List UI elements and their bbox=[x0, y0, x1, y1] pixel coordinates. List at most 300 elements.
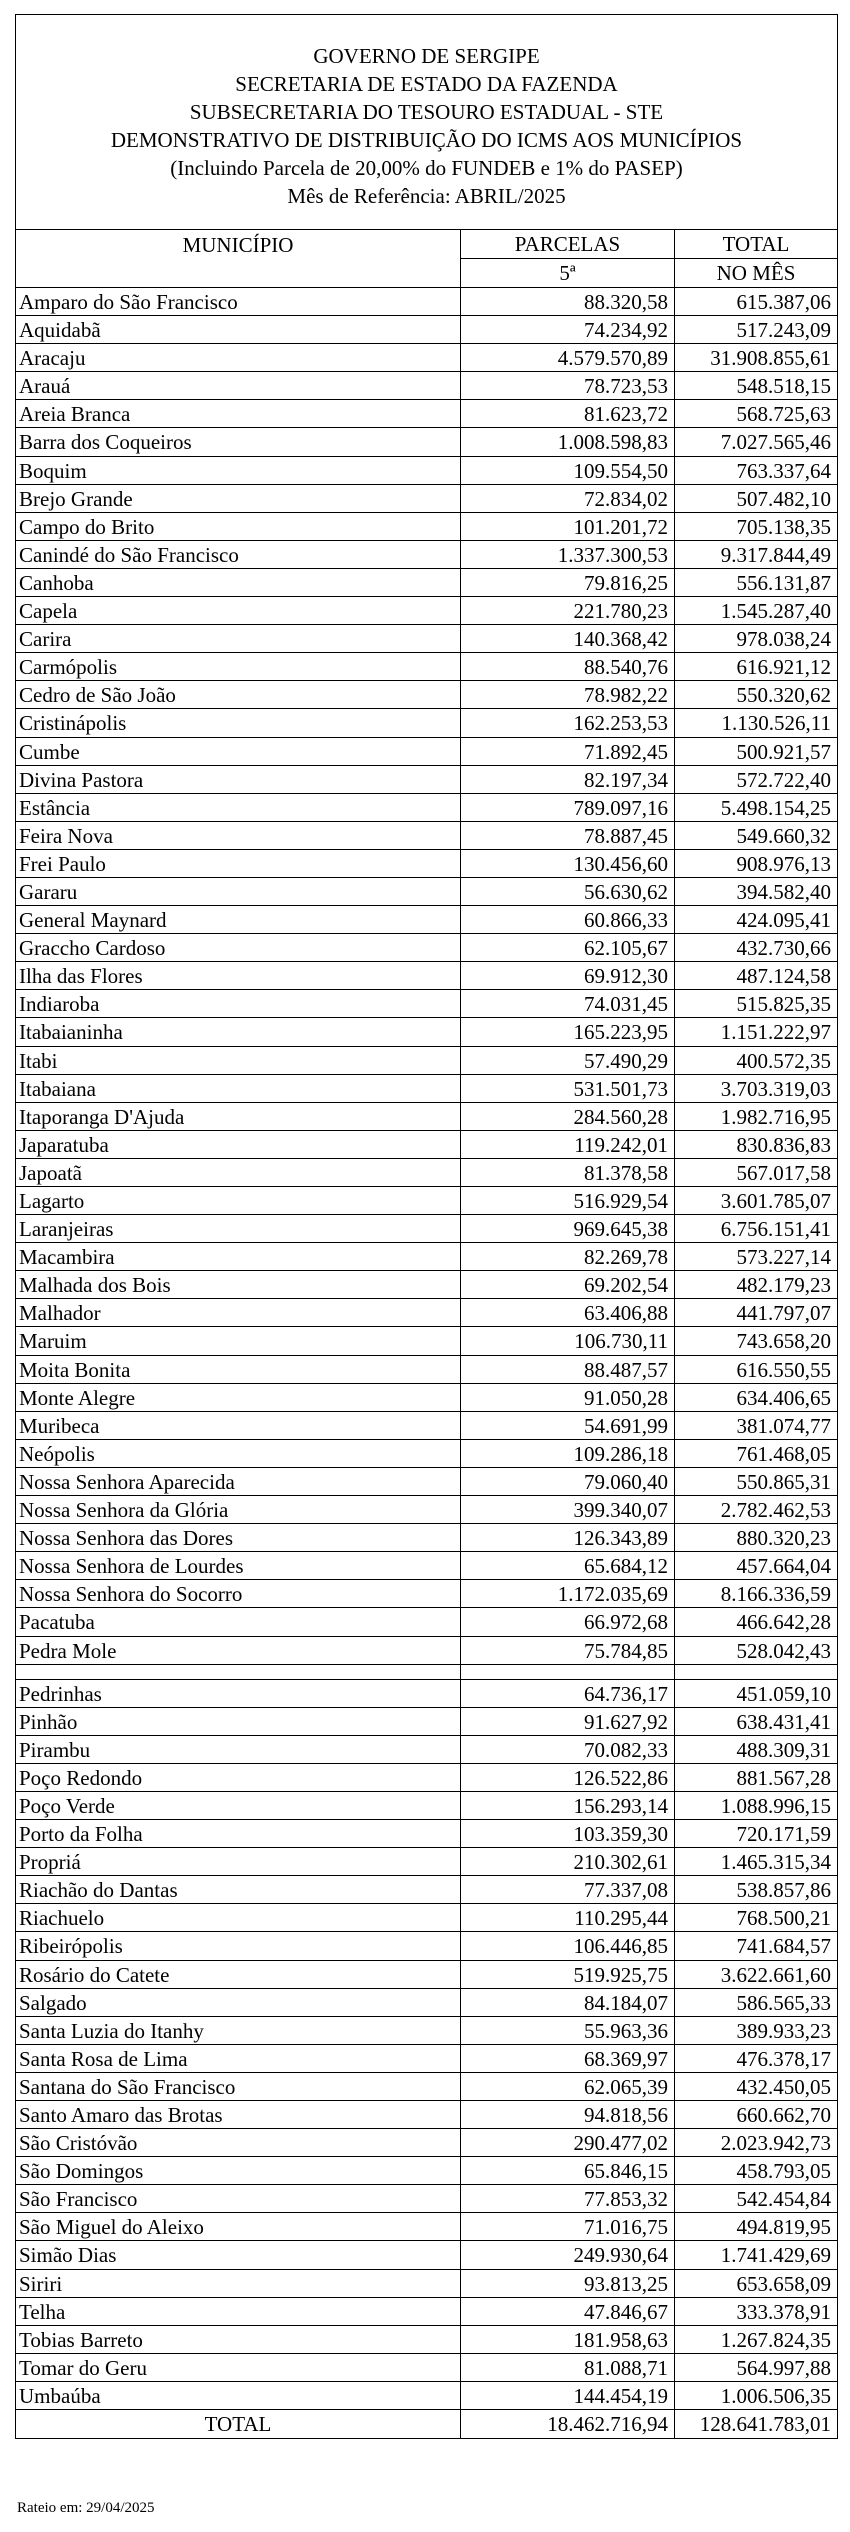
parcela-value: 399.340,07 bbox=[461, 1496, 675, 1523]
column-header-total-sub: NO MÊS bbox=[716, 261, 796, 285]
total-month-value: 451.059,10 bbox=[736, 1681, 831, 1706]
table-row bbox=[16, 1412, 837, 1440]
column-header-parcelas bbox=[461, 230, 675, 287]
total-month-value: 978.038,24 bbox=[736, 627, 831, 652]
parcela-value: 69.202,54 bbox=[461, 1271, 675, 1298]
municipio-name: Itabaiana bbox=[16, 1075, 461, 1102]
parcela-value: 60.866,33 bbox=[461, 906, 675, 933]
municipio-name: Itabi bbox=[16, 1047, 461, 1074]
table-separator bbox=[16, 1665, 837, 1680]
parcela-value: 77.853,32 bbox=[461, 2185, 675, 2212]
parcela-value: 70.082,33 bbox=[461, 1736, 675, 1763]
table-row bbox=[16, 1356, 837, 1384]
total-month-value: 3.703.319,03 bbox=[720, 1076, 831, 1101]
table-row bbox=[16, 1904, 837, 1932]
total-month-value: 507.482,10 bbox=[736, 486, 831, 511]
municipio-name: São Miguel do Aleixo bbox=[16, 2213, 461, 2240]
municipio-name: Brejo Grande bbox=[16, 485, 461, 512]
table-row bbox=[16, 1764, 837, 1792]
table-row bbox=[16, 2073, 837, 2101]
table-row bbox=[16, 934, 837, 962]
municipio-name: Propriá bbox=[16, 1848, 461, 1875]
municipio-name: Japoatã bbox=[16, 1159, 461, 1186]
parcela-value: 140.368,42 bbox=[461, 625, 675, 652]
total-month-value: 517.243,09 bbox=[736, 318, 831, 343]
municipio-name: Riachuelo bbox=[16, 1904, 461, 1931]
total-month-value: 550.320,62 bbox=[736, 683, 831, 708]
municipio-name: Carira bbox=[16, 625, 461, 652]
header-line-title: DEMONSTRATIVO DE DISTRIBUIÇÃO DO ICMS AOS MUNICÍPIOS bbox=[110, 128, 743, 152]
total-month-value: 441.797,07 bbox=[736, 1301, 831, 1326]
municipio-name: Ilha das Flores bbox=[16, 962, 461, 989]
municipio-name: Feira Nova bbox=[16, 822, 461, 849]
parcela-value: 162.253,53 bbox=[461, 709, 675, 736]
table-row bbox=[16, 1524, 837, 1552]
table-row bbox=[16, 1680, 837, 1708]
table-row bbox=[16, 1131, 837, 1159]
parcela-value: 106.446,85 bbox=[461, 1932, 675, 1959]
table-row bbox=[16, 428, 837, 456]
table-row bbox=[16, 1047, 837, 1075]
total-month-value: 6.756.151,41 bbox=[720, 1217, 831, 1242]
table-row bbox=[16, 709, 837, 737]
parcela-value: 82.197,34 bbox=[461, 766, 675, 793]
municipio-name: Maruim bbox=[16, 1327, 461, 1354]
parcela-value: 81.378,58 bbox=[461, 1159, 675, 1186]
parcela-value: 88.540,76 bbox=[461, 653, 675, 680]
total-month-value: 743.658,20 bbox=[736, 1329, 831, 1354]
table-row bbox=[16, 1848, 837, 1876]
parcela-value: 81.623,72 bbox=[461, 400, 675, 427]
table-row bbox=[16, 457, 837, 485]
table-row bbox=[16, 1708, 837, 1736]
total-month-value: 634.406,65 bbox=[736, 1385, 831, 1410]
municipio-name: Carmópolis bbox=[16, 653, 461, 680]
parcela-value: 969.645,38 bbox=[461, 1215, 675, 1242]
parcela-value: 79.060,40 bbox=[461, 1468, 675, 1495]
total-month-value: 7.027.565,46 bbox=[720, 430, 831, 455]
table-row bbox=[16, 1580, 837, 1608]
parcela-value: 84.184,07 bbox=[461, 1989, 675, 2016]
municipio-name: Umbaúba bbox=[16, 2382, 461, 2409]
municipio-name: Indiaroba bbox=[16, 990, 461, 1017]
municipio-name: General Maynard bbox=[16, 906, 461, 933]
total-month-value: 9.317.844,49 bbox=[720, 542, 831, 567]
parcela-value: 156.293,14 bbox=[461, 1792, 675, 1819]
total-mes: 128.641.783,01 bbox=[699, 2412, 831, 2437]
table-row bbox=[16, 1271, 837, 1299]
municipio-name: Aquidabã bbox=[16, 316, 461, 343]
municipio-name: Gararu bbox=[16, 878, 461, 905]
total-month-value: 2.023.942,73 bbox=[720, 2131, 831, 2156]
municipio-name: Nossa Senhora das Dores bbox=[16, 1524, 461, 1551]
column-header-municipio: MUNICÍPIO bbox=[16, 230, 461, 287]
total-month-value: 638.431,41 bbox=[736, 1709, 831, 1734]
table-row bbox=[16, 2270, 837, 2298]
total-month-value: 487.124,58 bbox=[736, 964, 831, 989]
municipio-name: Santa Luzia do Itanhy bbox=[16, 2017, 461, 2044]
table-row bbox=[16, 1018, 837, 1046]
municipio-name: Santo Amaro das Brotas bbox=[16, 2101, 461, 2128]
parcela-value: 71.892,45 bbox=[461, 738, 675, 765]
table-row bbox=[16, 2129, 837, 2157]
table-row bbox=[16, 1736, 837, 1764]
total-month-value: 476.378,17 bbox=[736, 2046, 831, 2071]
column-header-parcelas-sub: 5ª bbox=[559, 261, 576, 285]
table-row bbox=[16, 990, 837, 1018]
table-row bbox=[16, 344, 837, 372]
municipio-name: Pinhão bbox=[16, 1708, 461, 1735]
municipio-name: Ribeirópolis bbox=[16, 1932, 461, 1959]
parcela-value: 64.736,17 bbox=[461, 1680, 675, 1707]
column-header-total-label: TOTAL bbox=[675, 230, 837, 259]
table-row bbox=[16, 2017, 837, 2045]
table-row bbox=[16, 485, 837, 513]
municipio-name: Malhador bbox=[16, 1299, 461, 1326]
municipio-name: Muribeca bbox=[16, 1412, 461, 1439]
header-line-reference-month: Mês de Referência: ABRIL/2025 bbox=[287, 184, 566, 208]
total-month-value: 3.601.785,07 bbox=[720, 1189, 831, 1213]
parcela-value: 109.286,18 bbox=[461, 1440, 675, 1467]
total-month-value: 1.006.506,35 bbox=[720, 2383, 831, 2408]
parcela-value: 221.780,23 bbox=[461, 597, 675, 624]
municipio-name: Monte Alegre bbox=[16, 1384, 461, 1411]
parcela-value: 119.242,01 bbox=[461, 1131, 675, 1158]
municipio-name: Tomar do Geru bbox=[16, 2354, 461, 2381]
icms-distribution-table bbox=[15, 14, 838, 2439]
municipio-name: Macambira bbox=[16, 1243, 461, 1270]
table-row bbox=[16, 2045, 837, 2073]
parcela-value: 62.105,67 bbox=[461, 934, 675, 961]
parcela-value: 249.930,64 bbox=[461, 2241, 675, 2268]
table-row bbox=[16, 316, 837, 344]
table-row bbox=[16, 1299, 837, 1327]
total-month-value: 5.498.154,25 bbox=[720, 795, 831, 820]
total-month-value: 768.500,21 bbox=[736, 1906, 831, 1931]
municipio-name: Poço Redondo bbox=[16, 1764, 461, 1791]
municipio-name: Arauá bbox=[16, 372, 461, 399]
municipio-name: Divina Pastora bbox=[16, 766, 461, 793]
table-row bbox=[16, 1103, 837, 1131]
municipio-name: Canhoba bbox=[16, 569, 461, 596]
header-line-subsecretariat: SUBSECRETARIA DO TESOURO ESTADUAL - STE bbox=[189, 100, 664, 124]
total-month-value: 1.982.716,95 bbox=[720, 1104, 831, 1129]
table-row bbox=[16, 1159, 837, 1187]
municipio-name: Neópolis bbox=[16, 1440, 461, 1467]
municipio-name: Pirambu bbox=[16, 1736, 461, 1763]
table-row bbox=[16, 2157, 837, 2185]
total-month-value: 400.572,35 bbox=[736, 1048, 831, 1073]
total-month-value: 458.793,05 bbox=[736, 2159, 831, 2184]
municipio-name: Aracaju bbox=[16, 344, 461, 371]
total-month-value: 1.267.824,35 bbox=[720, 2327, 831, 2352]
table-row bbox=[16, 1932, 837, 1960]
table-row bbox=[16, 1608, 837, 1636]
parcela-value: 82.269,78 bbox=[461, 1243, 675, 1270]
total-month-value: 1.151.222,97 bbox=[720, 1020, 831, 1045]
total-month-value: 494.819,95 bbox=[736, 2215, 831, 2240]
municipio-name: Porto da Folha bbox=[16, 1820, 461, 1847]
parcela-value: 71.016,75 bbox=[461, 2213, 675, 2240]
parcela-value: 78.723,53 bbox=[461, 372, 675, 399]
parcela-value: 78.887,45 bbox=[461, 822, 675, 849]
column-headers bbox=[16, 230, 837, 288]
document-header bbox=[16, 15, 837, 230]
table-row bbox=[16, 1440, 837, 1468]
total-month-value: 3.622.661,60 bbox=[720, 1962, 831, 1987]
header-line-secretariat: SECRETARIA DE ESTADO DA FAZENDA bbox=[235, 72, 618, 96]
total-month-value: 741.684,57 bbox=[736, 1934, 831, 1959]
table-row bbox=[16, 738, 837, 766]
parcela-value: 55.963,36 bbox=[461, 2017, 675, 2044]
parcela-value: 1.172.035,69 bbox=[461, 1580, 675, 1607]
table-row bbox=[16, 569, 837, 597]
parcela-value: 516.929,54 bbox=[461, 1187, 675, 1214]
municipio-name: Japaratuba bbox=[16, 1131, 461, 1158]
total-month-value: 457.664,04 bbox=[736, 1554, 831, 1579]
total-month-value: 830.836,83 bbox=[736, 1132, 831, 1157]
total-month-value: 720.171,59 bbox=[736, 1822, 831, 1847]
parcela-value: 130.456,60 bbox=[461, 850, 675, 877]
municipio-name: Pedra Mole bbox=[16, 1637, 461, 1664]
table-row bbox=[16, 2101, 837, 2129]
parcela-value: 56.630,62 bbox=[461, 878, 675, 905]
parcela-value: 75.784,85 bbox=[461, 1637, 675, 1664]
parcela-value: 54.691,99 bbox=[461, 1412, 675, 1439]
header-line-government: GOVERNO DE SERGIPE bbox=[313, 44, 540, 68]
parcela-value: 165.223,95 bbox=[461, 1018, 675, 1045]
parcela-value: 91.627,92 bbox=[461, 1708, 675, 1735]
municipio-name: Nossa Senhora da Glória bbox=[16, 1496, 461, 1523]
total-month-value: 466.642,28 bbox=[736, 1610, 831, 1635]
municipio-name: Santana do São Francisco bbox=[16, 2073, 461, 2100]
parcela-value: 88.487,57 bbox=[461, 1356, 675, 1383]
parcela-value: 74.234,92 bbox=[461, 316, 675, 343]
municipio-name: Frei Paulo bbox=[16, 850, 461, 877]
table-row bbox=[16, 1820, 837, 1848]
parcela-value: 78.982,22 bbox=[461, 681, 675, 708]
parcela-value: 66.972,68 bbox=[461, 1608, 675, 1635]
municipio-name: Amparo do São Francisco bbox=[16, 288, 461, 315]
table-row bbox=[16, 1637, 837, 1665]
rateio-date: Rateio em: 29/04/2025 bbox=[17, 2500, 155, 2516]
parcela-value: 126.343,89 bbox=[461, 1524, 675, 1551]
parcela-value: 63.406,88 bbox=[461, 1299, 675, 1326]
total-month-value: 1.741.429,69 bbox=[720, 2243, 831, 2268]
total-month-value: 573.227,14 bbox=[736, 1245, 831, 1270]
total-month-value: 653.658,09 bbox=[736, 2271, 831, 2296]
table-row bbox=[16, 1215, 837, 1243]
parcela-value: 144.454,19 bbox=[461, 2382, 675, 2409]
municipio-name: Telha bbox=[16, 2298, 461, 2325]
parcela-value: 110.295,44 bbox=[461, 1904, 675, 1931]
municipio-name: Itaporanga D'Ajuda bbox=[16, 1103, 461, 1130]
municipio-name: Cedro de São João bbox=[16, 681, 461, 708]
municipio-name: Cumbe bbox=[16, 738, 461, 765]
parcela-value: 79.816,25 bbox=[461, 569, 675, 596]
municipio-name: Pacatuba bbox=[16, 1608, 461, 1635]
total-month-value: 542.454,84 bbox=[736, 2187, 831, 2212]
table-row bbox=[16, 822, 837, 850]
table-row bbox=[16, 2241, 837, 2269]
municipio-name: Malhada dos Bois bbox=[16, 1271, 461, 1298]
municipio-name: Santa Rosa de Lima bbox=[16, 2045, 461, 2072]
municipio-name: Estância bbox=[16, 794, 461, 821]
table-row bbox=[16, 625, 837, 653]
parcela-value: 81.088,71 bbox=[461, 2354, 675, 2381]
total-month-value: 432.730,66 bbox=[736, 936, 831, 961]
total-month-value: 538.857,86 bbox=[736, 1878, 831, 1903]
parcela-value: 1.337.300,53 bbox=[461, 541, 675, 568]
municipio-name: Moita Bonita bbox=[16, 1356, 461, 1383]
total-month-value: 616.550,55 bbox=[736, 1357, 831, 1382]
municipio-name: Salgado bbox=[16, 1989, 461, 2016]
total-month-value: 394.582,40 bbox=[736, 879, 831, 904]
parcela-value: 789.097,16 bbox=[461, 794, 675, 821]
table-row bbox=[16, 1327, 837, 1355]
municipio-name: São Cristóvão bbox=[16, 2129, 461, 2156]
table-row bbox=[16, 372, 837, 400]
table-row bbox=[16, 1075, 837, 1103]
table-row bbox=[16, 1876, 837, 1904]
municipio-name: Simão Dias bbox=[16, 2241, 461, 2268]
municipio-name: São Domingos bbox=[16, 2157, 461, 2184]
total-month-value: 432.450,05 bbox=[736, 2074, 831, 2099]
parcela-value: 284.560,28 bbox=[461, 1103, 675, 1130]
municipio-name: São Francisco bbox=[16, 2185, 461, 2212]
table-row bbox=[16, 794, 837, 822]
table-row bbox=[16, 513, 837, 541]
total-month-value: 1.088.996,15 bbox=[720, 1793, 831, 1818]
total-month-value: 333.378,91 bbox=[736, 2299, 831, 2324]
table-row bbox=[16, 1243, 837, 1271]
total-month-value: 528.042,43 bbox=[736, 1638, 831, 1663]
parcela-value: 57.490,29 bbox=[461, 1047, 675, 1074]
total-month-value: 500.921,57 bbox=[736, 739, 831, 764]
total-month-value: 615.387,06 bbox=[736, 290, 831, 314]
total-month-value: 763.337,64 bbox=[736, 458, 831, 483]
total-month-value: 389.933,23 bbox=[736, 2018, 831, 2043]
municipio-name: Tobias Barreto bbox=[16, 2326, 461, 2353]
total-month-value: 548.518,15 bbox=[736, 374, 831, 399]
municipio-name: Graccho Cardoso bbox=[16, 934, 461, 961]
total-month-value: 424.095,41 bbox=[736, 908, 831, 933]
table-total-row bbox=[16, 2410, 837, 2438]
total-month-value: 2.782.462,53 bbox=[720, 1498, 831, 1523]
total-month-value: 881.567,28 bbox=[736, 1765, 831, 1790]
table-row bbox=[16, 653, 837, 681]
parcela-value: 65.684,12 bbox=[461, 1552, 675, 1579]
parcela-value: 72.834,02 bbox=[461, 485, 675, 512]
parcela-value: 65.846,15 bbox=[461, 2157, 675, 2184]
table-row bbox=[16, 1792, 837, 1820]
parcela-value: 519.925,75 bbox=[461, 1961, 675, 1988]
total-month-value: 556.131,87 bbox=[736, 570, 831, 595]
parcela-value: 181.958,63 bbox=[461, 2326, 675, 2353]
total-month-value: 381.074,77 bbox=[736, 1413, 831, 1438]
total-month-value: 549.660,32 bbox=[736, 823, 831, 848]
table-row bbox=[16, 1552, 837, 1580]
municipio-name: Campo do Brito bbox=[16, 513, 461, 540]
municipio-name: Riachão do Dantas bbox=[16, 1876, 461, 1903]
table-row bbox=[16, 2185, 837, 2213]
municipio-name: Itabaianinha bbox=[16, 1018, 461, 1045]
parcela-value: 101.201,72 bbox=[461, 513, 675, 540]
table-row bbox=[16, 541, 837, 569]
municipio-name: Rosário do Catete bbox=[16, 1961, 461, 1988]
total-parcelas: 18.462.716,94 bbox=[461, 2410, 675, 2438]
municipio-name: Nossa Senhora de Lourdes bbox=[16, 1552, 461, 1579]
total-month-value: 482.179,23 bbox=[736, 1273, 831, 1298]
table-row bbox=[16, 878, 837, 906]
total-label: TOTAL bbox=[16, 2410, 461, 2438]
table-row bbox=[16, 1187, 837, 1215]
municipio-name: Nossa Senhora do Socorro bbox=[16, 1580, 461, 1607]
parcela-value: 77.337,08 bbox=[461, 1876, 675, 1903]
table-row bbox=[16, 597, 837, 625]
parcela-value: 69.912,30 bbox=[461, 962, 675, 989]
table-body-part-2 bbox=[16, 1680, 837, 2410]
municipio-name: Poço Verde bbox=[16, 1792, 461, 1819]
table-row bbox=[16, 1989, 837, 2017]
table-row bbox=[16, 400, 837, 428]
header-line-note: (Incluindo Parcela de 20,00% do FUNDEB e 1% do PASEP) bbox=[170, 156, 683, 180]
total-month-value: 761.468,05 bbox=[736, 1441, 831, 1466]
parcela-value: 103.359,30 bbox=[461, 1820, 675, 1847]
parcela-value: 4.579.570,89 bbox=[461, 344, 675, 371]
table-row bbox=[16, 681, 837, 709]
municipio-name: Areia Branca bbox=[16, 400, 461, 427]
table-row bbox=[16, 766, 837, 794]
total-month-value: 1.130.526,11 bbox=[721, 711, 831, 736]
total-month-value: 31.908.855,61 bbox=[710, 346, 831, 371]
table-row bbox=[16, 1496, 837, 1524]
total-month-value: 515.825,35 bbox=[736, 992, 831, 1017]
table-row bbox=[16, 2382, 837, 2410]
municipio-name: Siriri bbox=[16, 2270, 461, 2297]
parcela-value: 93.813,25 bbox=[461, 2270, 675, 2297]
total-month-value: 488.309,31 bbox=[736, 1737, 831, 1762]
municipio-name: Pedrinhas bbox=[16, 1680, 461, 1707]
column-header-parcelas-label: PARCELAS bbox=[461, 230, 674, 259]
table-body-part-1 bbox=[16, 288, 837, 1665]
table-row bbox=[16, 2213, 837, 2241]
table-row bbox=[16, 2326, 837, 2354]
table-row bbox=[16, 1468, 837, 1496]
total-month-value: 564.997,88 bbox=[736, 2355, 831, 2380]
municipio-name: Nossa Senhora Aparecida bbox=[16, 1468, 461, 1495]
parcela-value: 106.730,11 bbox=[461, 1327, 675, 1354]
municipio-name: Boquim bbox=[16, 457, 461, 484]
total-month-value: 1.545.287,40 bbox=[720, 599, 831, 624]
total-month-value: 660.662,70 bbox=[736, 2103, 831, 2127]
parcela-value: 74.031,45 bbox=[461, 990, 675, 1017]
municipio-name: Cristinápolis bbox=[16, 709, 461, 736]
parcela-value: 1.008.598,83 bbox=[461, 428, 675, 455]
total-month-value: 616.921,12 bbox=[736, 655, 831, 680]
parcela-value: 94.818,56 bbox=[461, 2101, 675, 2128]
municipio-name: Capela bbox=[16, 597, 461, 624]
total-month-value: 705.138,35 bbox=[736, 514, 831, 539]
parcela-value: 210.302,61 bbox=[461, 1848, 675, 1875]
parcela-value: 109.554,50 bbox=[461, 457, 675, 484]
parcela-value: 47.846,67 bbox=[461, 2298, 675, 2325]
parcela-value: 531.501,73 bbox=[461, 1075, 675, 1102]
total-month-value: 1.465.315,34 bbox=[720, 1850, 831, 1875]
parcela-value: 62.065,39 bbox=[461, 2073, 675, 2100]
total-month-value: 568.725,63 bbox=[736, 402, 831, 427]
municipio-name: Laranjeiras bbox=[16, 1215, 461, 1242]
